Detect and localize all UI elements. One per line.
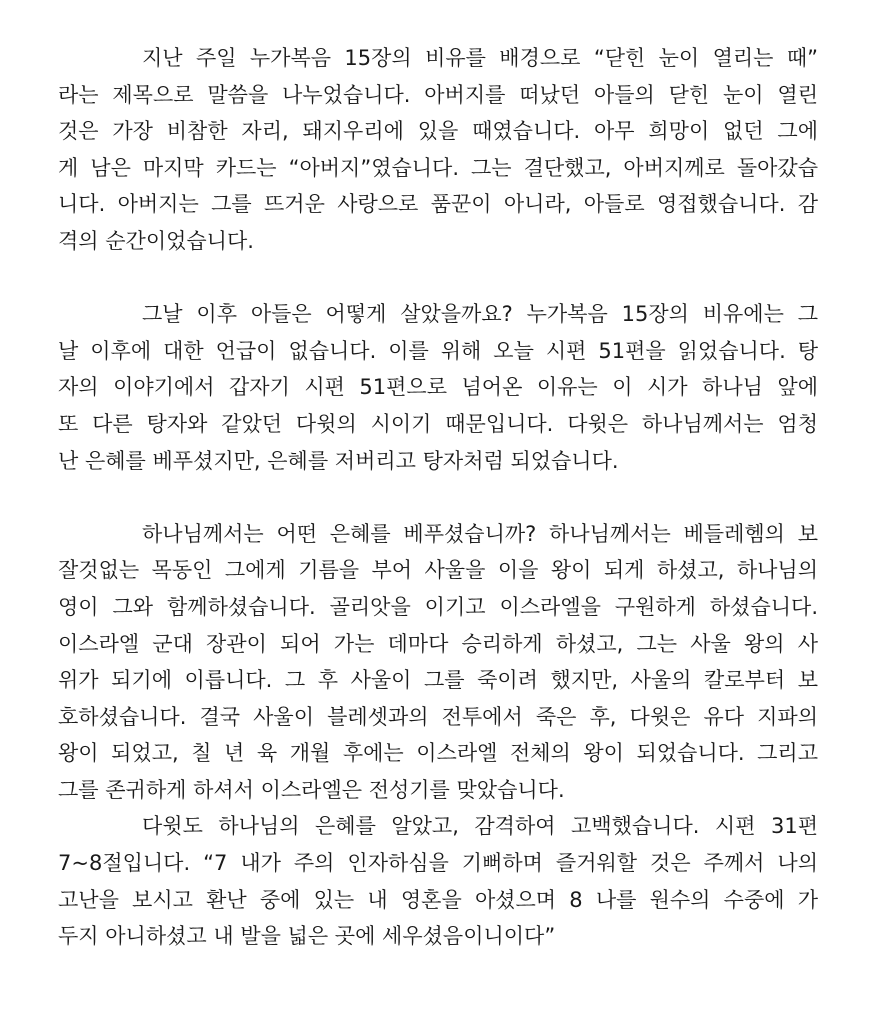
text-line: 잘것없는 목동인 그에게 기름을 부어 사울을 이을 왕이 되게 하셨고, 하나님의 (58, 558, 818, 583)
text-line: 라는 제목으로 말씀을 나누었습니다. 아버지를 떠났던 아들의 닫힌 눈이 열린 (58, 82, 818, 107)
text-line: 고난을 보시고 환난 중에 있는 내 영혼을 아셨으며 8 나를 원수의 수중에 가 (58, 887, 818, 912)
text-line: 그를 존귀하게 하셔서 이스라엘은 전성기를 맞았습니다. (58, 777, 565, 802)
text-line: 니다. 아버지는 그를 뜨거운 사랑으로 품꾼이 아니라, 아들로 영접했습니다. 감 (58, 192, 818, 217)
text-line: 7~8절입니다. “7 내가 주의 인자하심을 기뻐하며 즐거워할 것은 주께서 나의 (58, 851, 818, 876)
text-line: 왕이 되었고, 칠 년 육 개월 후에는 이스라엘 전체의 왕이 되었습니다. 그리고 (58, 741, 818, 766)
text-line: 것은 가장 비참한 자리, 돼지우리에 있을 때였습니다. 아무 희망이 없던 그에 (58, 119, 818, 144)
text-line: 그날 이후 아들은 어떻게 살았을까요? 누가복음 15장의 비유에는 그 (142, 302, 818, 327)
text-line: 게 남은 마지막 카드는 “아버지”였습니다. 그는 결단했고, 아버지께로 돌아갔습 (58, 155, 818, 180)
paragraph-spacer (58, 479, 818, 516)
text-line: 지난 주일 누가복음 15장의 비유를 배경으로 “닫힌 눈이 열리는 때” (142, 46, 818, 70)
text-line: 다윗도 하나님의 은혜를 알았고, 감격하여 고백했습니다. 시편 31편 (142, 814, 818, 839)
paragraph-3 (58, 516, 818, 809)
text-line: 호하셨습니다. 결국 사울이 블레셋과의 전투에서 죽은 후, 다윗은 유다 지파의 (58, 704, 818, 729)
text-line: 또 다른 탕자와 같았던 다윗의 시이기 때문입니다. 다윗은 하나님께서는 엄청 (58, 411, 818, 436)
text-line: 난 은혜를 베푸셨지만, 은혜를 저버리고 탕자처럼 되었습니다. (58, 448, 619, 473)
text-line: 날 이후에 대한 언급이 없습니다. 이를 위해 오늘 시편 51편을 읽었습니다. 탕 (58, 338, 818, 363)
text-line: 두지 아니하셨고 내 발을 넓은 곳에 세우셨음이니이다” (58, 924, 556, 949)
text-line: 위가 되기에 이릅니다. 그 후 사울이 그를 죽이려 했지만, 사울의 칼로부터 보 (58, 668, 818, 693)
paragraph-1 (58, 40, 818, 260)
text-line: 하나님께서는 어떤 은혜를 베푸셨습니까? 하나님께서는 베들레헴의 보 (142, 521, 818, 546)
text-line: 영이 그와 함께하셨습니다. 골리앗을 이기고 이스라엘을 구원하게 하셨습니다. (58, 594, 818, 619)
paragraph-2 (58, 296, 818, 479)
document-page (58, 40, 818, 955)
text-line: 자의 이야기에서 갑자기 시편 51편으로 넘어온 이유는 이 시가 하나님 앞에 (58, 375, 818, 400)
paragraph-4 (58, 808, 818, 954)
text-line: 이스라엘 군대 장관이 되어 가는 데마다 승리하게 하셨고, 그는 사울 왕의 사 (58, 631, 818, 656)
text-line: 격의 순간이었습니다. (58, 228, 254, 253)
paragraph-spacer (58, 260, 818, 297)
